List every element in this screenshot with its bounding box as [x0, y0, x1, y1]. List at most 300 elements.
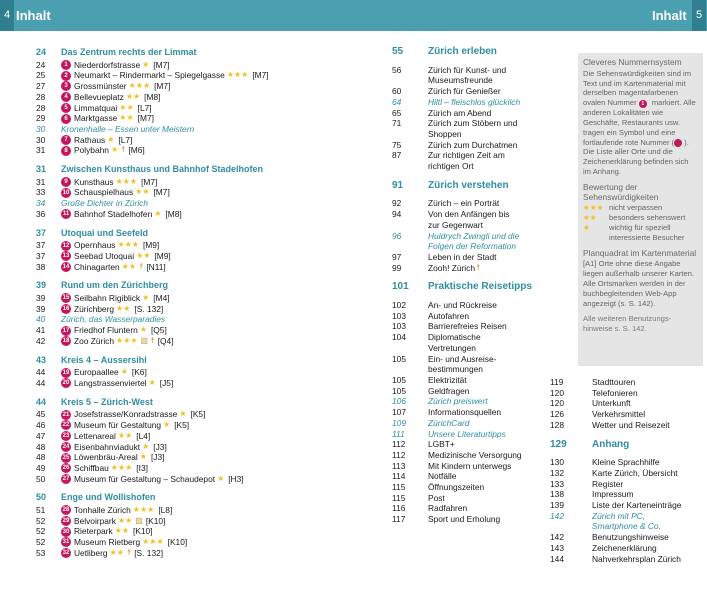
toc-infobox-row[interactable]: [392, 231, 564, 252]
page-number: 113: [392, 460, 406, 471]
toc-row[interactable]: [550, 420, 700, 431]
rating-stars-icon: ★: [139, 325, 147, 335]
chapter-page: 129: [550, 438, 567, 450]
toc-row[interactable]: [550, 532, 700, 543]
map-grid-ref: [Q4]: [157, 335, 174, 346]
chapter-page: 55: [392, 46, 404, 57]
toc-infobox-row[interactable]: [36, 314, 292, 325]
map-grid-ref: [J5]: [159, 377, 174, 388]
page-number: 34: [36, 198, 46, 209]
page-number: 50: [36, 473, 46, 484]
entry-text: Opernhaus: [74, 240, 116, 251]
chapter-title: [392, 181, 564, 192]
page-number: 33: [36, 187, 46, 198]
page-number: 44: [36, 377, 46, 388]
rating-stars-icon: ★★: [117, 515, 133, 525]
page-number: 51: [36, 505, 46, 516]
page-number: 138: [550, 489, 564, 500]
page-number: 144: [550, 553, 564, 564]
page-number: 39: [36, 293, 46, 304]
chapter-page: 101: [392, 281, 409, 293]
toc-row[interactable]: [36, 251, 292, 262]
entry-text: LGBT+: [428, 439, 455, 450]
page-number: 37: [36, 240, 46, 251]
entry-text: Radfahren: [428, 503, 468, 514]
toc-row[interactable]: [392, 386, 564, 397]
kids-icon: ▨ ☨: [140, 335, 155, 345]
toc-row[interactable]: [550, 543, 700, 554]
rating-stars-icon: ★★: [109, 547, 124, 557]
legend-text: besonders sehenswert: [609, 213, 686, 223]
sight-number-badge: 32: [62, 550, 70, 557]
page-number: 92: [392, 198, 402, 209]
section-name: Rund um den Zürichberg: [61, 280, 168, 291]
page-number: 31: [36, 145, 46, 156]
kids-icon: ☨: [476, 262, 481, 272]
toc-row[interactable]: [36, 70, 292, 81]
toc-row[interactable]: [392, 471, 564, 482]
sight-number-badge: 27: [62, 475, 70, 482]
entry-text: Zürich, das Wasserparadies: [61, 314, 166, 325]
entry-text: Geldfragen: [428, 385, 470, 396]
section-page: 43: [36, 354, 47, 365]
toc-row[interactable]: [392, 354, 564, 375]
section-name: Zwischen Kunsthaus und Bahnhof Stadelhofen: [61, 164, 264, 175]
entry-text: Niederdorfstrasse: [74, 59, 141, 70]
rating-stars-icon: ★★: [583, 213, 597, 223]
entry-text: Chinagarten: [74, 261, 120, 272]
toc-row[interactable]: [550, 457, 700, 468]
map-grid-ref: [M9]: [154, 250, 171, 261]
map-grid-ref: [M6]: [128, 145, 145, 156]
page-number: 30: [36, 123, 46, 134]
page-number: 97: [392, 251, 402, 262]
toc-row[interactable]: [36, 378, 292, 389]
toc-row[interactable]: [36, 113, 292, 124]
section-page: 39: [36, 280, 47, 291]
entry-text: Marktgasse: [74, 113, 118, 124]
entry-text: Zürich – ein Porträt: [428, 198, 500, 209]
entry-text: Unterkunft: [592, 398, 631, 409]
rating-stars-icon: ★: [139, 452, 147, 462]
entry-text: Bellevueplatz: [74, 91, 124, 102]
sight-number-badge: 6: [61, 114, 71, 124]
page-number: 42: [36, 335, 46, 346]
toc-row[interactable]: [550, 489, 700, 500]
map-grid-ref: [L4]: [136, 430, 151, 441]
map-grid-ref: [M8]: [165, 208, 182, 219]
page-number: 39: [36, 303, 46, 314]
toc-row[interactable]: [550, 398, 700, 409]
toc-row[interactable]: [550, 388, 700, 399]
sight-number-badge: 26: [62, 465, 70, 472]
page-number: 119: [550, 377, 564, 387]
page-number: 24: [36, 59, 46, 70]
toc-row[interactable]: [36, 293, 292, 304]
page-number: 106: [392, 396, 406, 407]
entry-text: Bahnhof Stadelhofen: [74, 208, 153, 219]
entry-text: Zur richtigen Zeit am richtigen Ort: [428, 150, 505, 172]
toc-row[interactable]: [392, 503, 564, 514]
map-grid-ref: [L8]: [158, 505, 173, 516]
toc-row[interactable]: [36, 463, 292, 474]
toc-row[interactable]: [392, 439, 564, 450]
sidebar-numbers-text: Die Sehenswürdigkeiten sind im Text und im Kartenmaterial mit derselben magentafarbenen ovalen Nummer 1 markiert. Alle anderen Lokalitäten wie Geschäfte, Restaurants usw. tragen ein Symbol und eine fortlaufende rote Nummer ( ). Die Liste aller Orte und die Zeichenerklärung befinden sich im Anhang.: [583, 68, 696, 176]
rating-stars-icon: ★★★: [110, 462, 133, 472]
entry-text: Zoo Zürich: [74, 335, 115, 346]
red-number-icon: [674, 139, 682, 147]
rating-stars-icon: ★: [142, 441, 150, 451]
page-number: 115: [392, 482, 406, 493]
entry-text: Museum für Gestaltung: [74, 420, 162, 431]
toc-row[interactable]: [392, 493, 564, 504]
rating-stars-icon: ★★★: [116, 335, 138, 345]
legend-row: [583, 223, 698, 243]
toc-row[interactable]: [36, 304, 292, 315]
rating-stars-icon: ★★: [116, 303, 131, 313]
toc-row[interactable]: [550, 479, 700, 490]
rating-stars-icon: ★★: [121, 261, 136, 271]
page-number: 47: [36, 430, 46, 441]
entry-text: Zooh! Zürich: [428, 262, 476, 273]
entry-text: An- und Rückreise: [428, 300, 497, 311]
sight-number-badge: 5: [61, 103, 71, 113]
toc-row[interactable]: [36, 209, 292, 220]
entry-text: Tonhalle Zürich: [74, 505, 131, 516]
toc-row[interactable]: [36, 474, 292, 485]
rating-stars-icon: ★★: [114, 526, 129, 536]
toc-infobox-row[interactable]: [392, 429, 564, 440]
entry-text: Nahverkehrsplan Zürich: [592, 553, 681, 564]
toc-row[interactable]: [36, 367, 292, 378]
section-title: [36, 397, 292, 408]
map-grid-ref: [M7]: [137, 113, 154, 124]
rating-stars-icon: ★★: [119, 102, 134, 112]
toc-row[interactable]: [36, 409, 292, 420]
section-title: [36, 47, 292, 58]
map-grid-ref: [J3]: [150, 452, 165, 463]
toc-row[interactable]: [36, 240, 292, 251]
map-grid-ref: [M4]: [153, 293, 170, 304]
rating-stars-icon: ★★★: [226, 70, 249, 80]
sight-number-badge: 23: [62, 433, 70, 440]
toc-row[interactable]: [36, 177, 292, 188]
toc-row[interactable]: [392, 332, 564, 353]
toc-row[interactable]: [36, 452, 292, 463]
entry-text: Zürich zum Durchatmen: [428, 139, 518, 150]
entry-text: Mit Kindern unterwegs: [428, 460, 512, 471]
map-grid-ref: [M7]: [252, 70, 269, 81]
toc-infobox-row[interactable]: [550, 511, 700, 532]
toc-row[interactable]: [36, 505, 292, 516]
entry-text: Medizinische Versorgung: [428, 449, 522, 460]
page-number: 114: [392, 471, 406, 482]
entry-text: Neumarkt – Rindermarkt – Spiegelgasse: [74, 70, 225, 81]
page-number: 99: [392, 262, 402, 273]
chapter-title: [392, 47, 564, 58]
entry-text: Zürich preiswert: [428, 396, 488, 407]
entry-text: Leben in der Stadt: [428, 251, 497, 262]
page-number: 64: [392, 96, 402, 107]
rating-stars-icon: ★★★: [132, 505, 155, 515]
toc-row[interactable]: [36, 420, 292, 431]
sight-number-badge: 3: [61, 81, 71, 91]
entry-text: Karte Zürich, Übersicht: [592, 467, 678, 478]
sidebar-usage-text: Alle weiteren Benutzungs- hinweise s. S. 142.: [583, 314, 672, 334]
page-number: 133: [550, 478, 564, 489]
left-page-number: 4: [0, 0, 14, 31]
entry-text: Telefonieren: [592, 387, 638, 398]
sight-number-badge: 15: [62, 295, 70, 302]
map-grid-ref: [M8]: [144, 91, 161, 102]
sidebar-grid-text: [A1] Orte ohne diese Angabe liegen außerhalb unserer Karten. Alle Ortsmarken werden in der buchbegleitenden Web-App angezeigt (s. S. 142).: [583, 259, 695, 308]
page-number: 112: [392, 439, 406, 450]
entry-text: ZürichCard: [428, 417, 470, 428]
map-grid-ref: [L7]: [118, 134, 133, 145]
page-number: 112: [392, 449, 406, 460]
entry-text: Post: [428, 492, 445, 503]
entry-text: Kronenhalle – Essen unter Meistern: [61, 123, 195, 134]
sight-number-badge: 4: [61, 92, 71, 102]
entry-text: Seilbahn Rigiblick: [74, 293, 141, 304]
page-number: 65: [392, 107, 402, 118]
page-number: 105: [392, 353, 406, 364]
toc-row[interactable]: [550, 409, 700, 420]
right-header-title: Inhalt: [652, 8, 687, 23]
toc-row[interactable]: [36, 135, 292, 146]
toc-row[interactable]: [36, 431, 292, 442]
entry-text: Huldrych Zwingli und die Folgen der Reformation: [428, 230, 520, 252]
toc-infobox-row[interactable]: [36, 198, 292, 209]
rating-stars-icon: ★★★: [128, 81, 151, 91]
toc-row[interactable]: [36, 187, 292, 198]
rating-stars-icon: ★: [154, 208, 162, 218]
toc-row[interactable]: [550, 554, 700, 565]
toc-row[interactable]: [36, 325, 292, 336]
map-grid-ref: [N11]: [146, 261, 166, 272]
page-number: 116: [392, 503, 406, 514]
rating-stars-icon: ★: [142, 59, 150, 69]
page-number: 87: [392, 150, 402, 161]
toc-row[interactable]: [36, 81, 292, 92]
page-number: 126: [550, 409, 564, 420]
rating-legend: [583, 203, 698, 242]
page-number: 105: [392, 374, 406, 385]
toc-row[interactable]: [392, 252, 564, 263]
entry-text: Zürichberg: [74, 303, 115, 314]
section-title: [36, 280, 292, 291]
toc-middle-column: [392, 47, 564, 525]
map-grid-ref: [I3]: [136, 462, 148, 473]
toc-row[interactable]: [392, 140, 564, 151]
page-number: 52: [36, 526, 46, 537]
toc-row[interactable]: [392, 375, 564, 386]
toc-row[interactable]: [36, 103, 292, 114]
entry-text: Zürich zum Stöbern und Shoppen: [428, 118, 518, 139]
toc-row[interactable]: [36, 262, 292, 273]
page-number: 27: [36, 81, 46, 92]
toc-row[interactable]: [392, 150, 564, 171]
toc-row[interactable]: [36, 537, 292, 548]
sight-number-badge: 29: [62, 518, 70, 525]
rating-stars-icon: ★: [179, 409, 187, 419]
entry-text: Uetliberg: [74, 547, 108, 558]
section-page: 31: [36, 164, 47, 175]
toc-row[interactable]: [36, 516, 292, 527]
page-number: 115: [392, 492, 406, 503]
toc-infobox-row[interactable]: [392, 97, 564, 108]
page-number: 28: [36, 102, 46, 113]
toc-row[interactable]: [36, 526, 292, 537]
toc-infobox-row[interactable]: [392, 396, 564, 407]
rating-stars-icon: ★: [107, 134, 115, 144]
entry-text: Museum Rietberg: [74, 537, 141, 548]
rating-stars-icon: ★: [142, 293, 150, 303]
toc-row[interactable]: [550, 468, 700, 479]
page-number: 143: [550, 542, 564, 553]
legend-text: wichtig für speziell interessierte Besucher: [609, 222, 685, 242]
toc-row[interactable]: [36, 60, 292, 71]
entry-text: Große Dichter in Zürich: [61, 198, 149, 209]
toc-row[interactable]: [392, 198, 564, 209]
entry-text: Schauspielhaus: [74, 187, 134, 198]
page-number: 30: [36, 134, 46, 145]
entry-text: Elektrizität: [428, 374, 467, 385]
page-number: 75: [392, 139, 402, 150]
section-name: Kreis 4 – Aussersihl: [61, 354, 147, 365]
chapter-name: Zürich verstehen: [428, 179, 509, 191]
section-page: 24: [36, 47, 47, 57]
chapter-page: 91: [392, 179, 404, 191]
toc-row[interactable]: [392, 514, 564, 525]
entry-text: Zürich mit PC, Smartphone & Co.: [592, 510, 661, 532]
section-title: [36, 355, 292, 366]
toc-row[interactable]: [392, 65, 564, 86]
entry-text: Schiffbau: [74, 462, 109, 473]
rating-stars-icon: ★: [583, 222, 590, 232]
map-grid-ref: [M7]: [153, 187, 170, 198]
toc-row[interactable]: [392, 86, 564, 97]
entry-text: Benutzungshinweise: [592, 532, 669, 543]
page-number: 96: [392, 230, 402, 241]
toc-row[interactable]: [392, 108, 564, 119]
map-grid-ref: [M9]: [142, 240, 160, 251]
magenta-number-icon: 1: [639, 100, 647, 108]
entry-text: Verkehrsmittel: [592, 409, 646, 420]
sight-number-badge: 22: [62, 422, 70, 429]
page-number: 41: [36, 325, 46, 336]
sight-number-badge: 24: [62, 443, 70, 450]
entry-text: Liste der Karteneinträge: [592, 500, 682, 511]
section-title: [36, 492, 292, 503]
entry-text: Langstrassenviertel: [74, 377, 147, 388]
sight-number-badge: 18: [62, 338, 70, 345]
toc-row[interactable]: [392, 482, 564, 493]
toc-row[interactable]: [392, 263, 564, 274]
page-number: 31: [36, 176, 46, 187]
sight-number-badge: 10: [62, 189, 70, 196]
right-page-number: 5: [692, 0, 706, 31]
entry-text: Zürich am Abend: [428, 107, 492, 118]
toc-row[interactable]: [36, 336, 292, 347]
page-number: 109: [392, 417, 406, 428]
toc-row[interactable]: [36, 442, 292, 453]
toc-row[interactable]: [550, 377, 700, 388]
page-number: 132: [550, 467, 564, 478]
page-number: 71: [392, 118, 402, 129]
toc-row[interactable]: [36, 548, 292, 559]
rating-stars-icon: ★★★: [583, 203, 604, 213]
toc-row[interactable]: [392, 311, 564, 322]
page-number: 120: [550, 387, 564, 398]
sight-number-badge: 11: [62, 211, 70, 218]
entry-text: Notfälle: [428, 471, 457, 482]
map-grid-ref: [M7]: [153, 59, 170, 70]
page-number: 45: [36, 409, 46, 420]
toc-row[interactable]: [392, 209, 564, 230]
toc-row[interactable]: [392, 321, 564, 332]
map-grid-ref: [H3]: [228, 473, 244, 484]
entry-text: Wetter und Reisezeit: [592, 419, 670, 430]
page-number: 94: [392, 209, 402, 220]
section-page: 37: [36, 227, 47, 238]
toc-row[interactable]: [36, 145, 292, 156]
entry-text: Rieterpark: [74, 526, 113, 537]
toc-row[interactable]: [550, 500, 700, 511]
legend-text: nicht verpassen: [609, 203, 663, 213]
rating-stars-icon: ★: [217, 473, 225, 483]
map-grid-ref: [K5]: [174, 420, 190, 431]
toc-row[interactable]: [392, 300, 564, 311]
entry-text: Diplomatische Vertretungen: [428, 332, 481, 353]
toc-row[interactable]: [392, 450, 564, 461]
page-number: 38: [36, 261, 46, 272]
chapter-name: Praktische Reisetipps: [428, 281, 532, 293]
page-number: 48: [36, 452, 46, 463]
toc-infobox-row[interactable]: [392, 418, 564, 429]
page-number: 56: [392, 64, 402, 75]
rating-stars-icon: ★: [120, 367, 128, 377]
sight-number-badge: 21: [62, 411, 70, 418]
entry-text: Zeichenerklärung: [592, 542, 657, 553]
entry-text: Eisenbahnviadukt: [74, 441, 141, 452]
page-number: 130: [550, 457, 564, 468]
entry-text: Von den Anfängen bis zur Gegenwart: [428, 209, 510, 230]
section-page: 44: [36, 396, 47, 407]
sight-number-badge: 31: [62, 539, 70, 546]
entry-text: Friedhof Fluntern: [74, 325, 138, 336]
page-number: 52: [36, 515, 46, 526]
rating-stars-icon: ★★: [119, 113, 134, 123]
sight-number-badge: 17: [62, 327, 70, 334]
rating-stars-icon: ★★★: [142, 537, 164, 547]
page-number: 36: [36, 208, 46, 219]
toc-row[interactable]: [392, 118, 564, 139]
entry-text: Barrierefreies Reisen: [428, 321, 507, 332]
section-title: [36, 164, 292, 175]
toc-row[interactable]: [392, 407, 564, 418]
toc-row[interactable]: [36, 92, 292, 103]
toc-row[interactable]: [392, 461, 564, 472]
toc-infobox-row[interactable]: [36, 124, 292, 135]
map-grid-ref: [M7]: [154, 81, 171, 92]
map-grid-ref: [S. 132]: [134, 547, 164, 558]
map-grid-ref: [K10]: [167, 537, 188, 548]
entry-text: Register: [592, 478, 624, 489]
map-grid-ref: [K5]: [190, 409, 206, 420]
rating-stars-icon: ★: [110, 145, 119, 155]
sight-number-badge: 7: [61, 135, 71, 145]
